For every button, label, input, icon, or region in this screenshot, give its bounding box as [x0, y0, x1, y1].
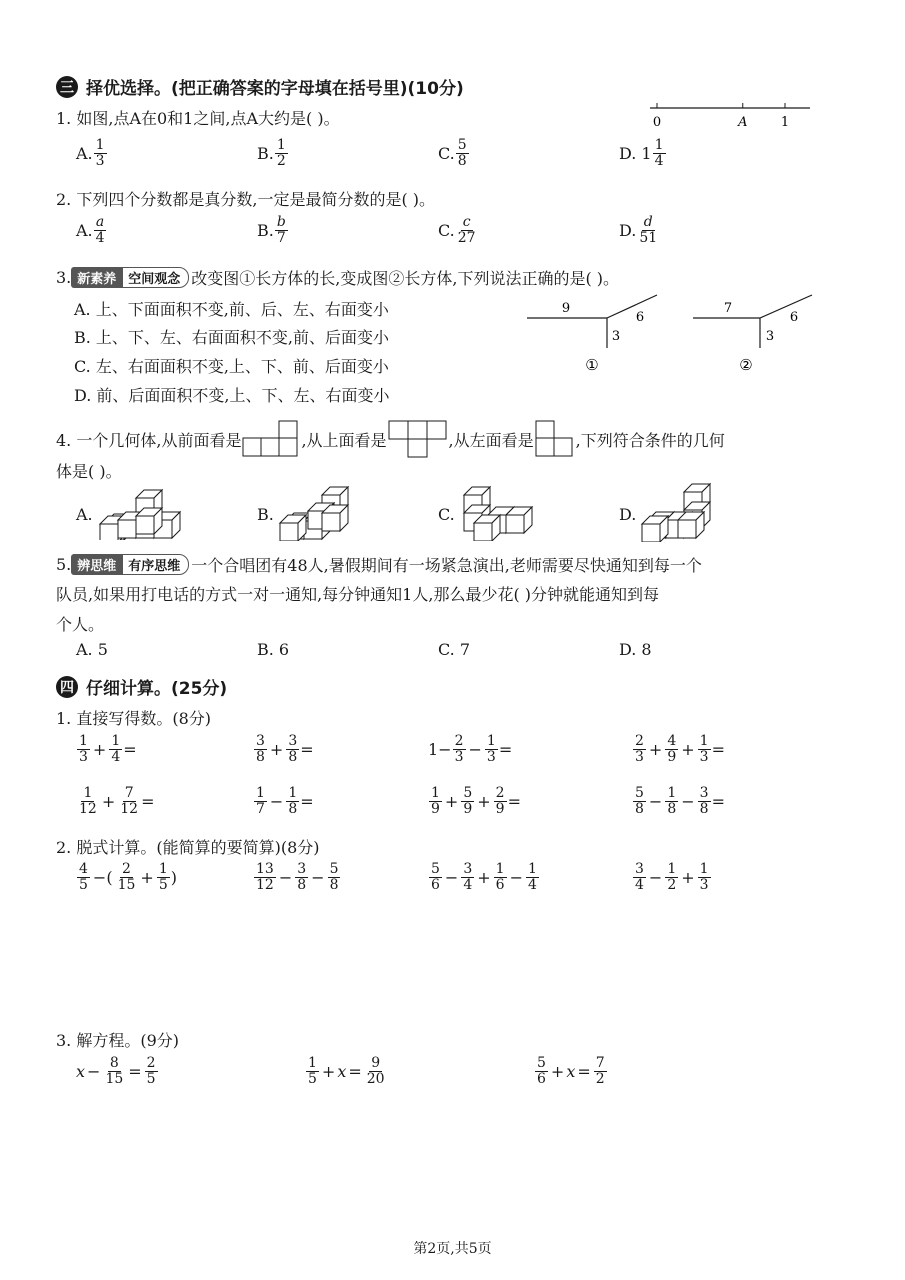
q5-tag-thinking: 辨思维 [71, 554, 122, 575]
number-line-point-a: A [738, 115, 748, 130]
left-view-icon [534, 420, 576, 458]
q5-option-b[interactable]: B. 6 [257, 640, 290, 659]
q4-option-c-solid[interactable] [458, 485, 548, 541]
p3-equation-1[interactable]: x − $\frac{8}{15}$ = $\frac{2}{5}$ [76, 1055, 156, 1087]
q5-stem: 5. 辨思维 有序思维 一个合唱团有48人,暑假期间有一场紧急演出,老师需要尽快通知到每一个 [56, 555, 702, 575]
q2-option-d[interactable]: D. $\frac{d}{51}$ [619, 214, 658, 246]
q4-option-a-label[interactable]: A. [76, 505, 93, 524]
p3-equation-2[interactable]: $\frac{1}{5}$ + x = $\frac{9}{20}$ [308, 1055, 385, 1087]
q1-option-c[interactable]: C. $\frac{5}{8}$ [438, 137, 467, 169]
q5-line-3: 个人。 [56, 615, 105, 634]
q1-option-a[interactable]: A. $\frac{1}{3}$ [76, 137, 105, 169]
section-4-heading [56, 674, 227, 699]
fig1-height: 3 [611, 329, 621, 344]
p2-expr-1[interactable]: $\frac{4}{5}$ −( $\frac{2}{15}$ + $\frac{1}{5}$ ) [79, 861, 177, 893]
p1-title: 1. 直接写得数。(8分) [56, 709, 212, 728]
fig1-width: 6 [635, 310, 645, 325]
fig2-length: 7 [723, 301, 733, 316]
q4-stem-cont: 体是( )。 [56, 462, 122, 481]
q3-figure-1 [522, 290, 672, 375]
q1-option-b[interactable]: B. $\frac{1}{2}$ [257, 137, 286, 169]
p1-r2-expr-4[interactable]: $\frac{5}{8}$ − $\frac{1}{8}$ − $\frac{3}{8}$ = [635, 785, 725, 817]
p2-title: 2. 脱式计算。(能简算的要简算)(8分) [56, 838, 320, 857]
section-3-heading [56, 74, 464, 99]
p2-expr-3[interactable]: $\frac{5}{6}$ − $\frac{3}{4}$ + $\frac{1}{6}$ − $\frac{1}{4}$ [431, 861, 537, 893]
q4-stem: 4. 一个几何体,从前面看是 ,从上面看是 ,从左面看是 ,下列符合条件的几何 [56, 420, 725, 458]
q5-option-d[interactable]: D. 8 [619, 640, 652, 659]
q4-option-a-solid[interactable] [96, 488, 186, 540]
p1-r2-expr-1[interactable]: $\frac{1}{12}$ + $\frac{7}{12}$ = [79, 785, 155, 817]
q3-figure-2 [688, 290, 818, 375]
p2-expr-4[interactable]: $\frac{3}{4}$ − $\frac{1}{2}$ + $\frac{1}{3}$ [635, 861, 709, 893]
q1-text: 1. 如图,点A在0和1之间,点A大约是( )。 [56, 109, 340, 128]
q5-option-a[interactable]: A. 5 [76, 640, 108, 659]
q2-option-a[interactable]: A. $\frac{a}{4}$ [76, 214, 105, 246]
p3-title: 3. 解方程。(9分) [56, 1031, 180, 1050]
p3-equation-3[interactable]: $\frac{5}{6}$ + x = $\frac{7}{2}$ [537, 1055, 605, 1087]
front-view-icon [241, 420, 301, 458]
p1-r1-expr-1[interactable]: $\frac{1}{3}$ + $\frac{1}{4}$ = [79, 733, 137, 765]
q2-option-b[interactable]: B. $\frac{b}{7}$ [257, 214, 286, 246]
p2-expr-2[interactable]: $\frac{13}{12}$ − $\frac{3}{8}$ − $\frac{5}{8}$ [256, 861, 339, 893]
number-line-ticks [657, 103, 785, 108]
number-line-one: 1 [780, 115, 790, 130]
page-footer: 第2页,共5页 [413, 1241, 492, 1257]
section-4-title: 仔细计算。(25分) [86, 679, 228, 699]
q1-number-line [645, 96, 815, 132]
number-line-zero: 0 [652, 115, 662, 130]
q2-option-c[interactable]: C. $\frac{c}{27}$ [438, 214, 476, 246]
fig1-length: 9 [561, 301, 571, 316]
q4-option-d-solid[interactable] [640, 482, 730, 542]
q4-option-d-label[interactable]: D. [619, 505, 637, 524]
q5-tag-ordered: 有序思维 [122, 554, 189, 575]
p1-r2-expr-2[interactable]: $\frac{1}{7}$ − $\frac{1}{8}$ = [256, 785, 314, 817]
section-4-badge: 四 [56, 676, 78, 698]
q3-option-d[interactable]: D. 前、后面面积不变,上、下、左、右面变小 [74, 386, 390, 405]
q3-option-a[interactable]: A. 上、下面面积不变,前、后、左、右面变小 [74, 300, 389, 319]
q5-line-2: 队员,如果用打电话的方式一对一通知,每分钟通知1人,那么最少花( )分钟就能通知到每 [56, 585, 660, 604]
q5-option-c[interactable]: C. 7 [438, 640, 471, 659]
fig2-height: 3 [765, 329, 775, 344]
top-view-icon [387, 420, 449, 458]
q3-tag-spatial: 空间观念 [122, 267, 189, 288]
q4-option-b-label[interactable]: B. [257, 505, 274, 524]
q3-tag-new-literacy: 新素养 [71, 267, 122, 288]
fig2-width: 6 [789, 310, 799, 325]
p1-r1-expr-2[interactable]: $\frac{3}{8}$ + $\frac{3}{8}$ = [256, 733, 314, 765]
q2-text: 2. 下列四个分数都是真分数,一定是最简分数的是( )。 [56, 190, 436, 209]
q1-option-d[interactable]: D. 1 $\frac{1}{4}$ [619, 137, 664, 169]
p1-r1-expr-4[interactable]: $\frac{2}{3}$ + $\frac{4}{9}$ + $\frac{1}{3}$ = [635, 733, 725, 765]
q4-option-b-solid[interactable] [278, 485, 368, 541]
q3-option-c[interactable]: C. 左、右面面积不变,上、下、前、后面变小 [74, 357, 389, 376]
fig2-caption: ② [739, 356, 753, 374]
p1-r1-expr-3[interactable]: 1− $\frac{2}{3}$ − $\frac{1}{3}$ = [428, 733, 513, 765]
fig1-caption: ① [585, 356, 599, 374]
q4-option-c-label[interactable]: C. [438, 505, 455, 524]
section-3-title: 择优选择。(把正确答案的字母填在括号里)(10分) [86, 79, 464, 99]
p1-r2-expr-3[interactable]: $\frac{1}{9}$ + $\frac{5}{9}$ + $\frac{2}{9}$ = [431, 785, 521, 817]
section-3-badge: 三 [56, 76, 78, 98]
q3-stem: 3. 新素养 空间观念 改变图①长方体的长,变成图②长方体,下列说法正确的是( )。 [56, 268, 620, 288]
q3-option-b[interactable]: B. 上、下、左、右面面积不变,前、后面变小 [74, 328, 390, 347]
